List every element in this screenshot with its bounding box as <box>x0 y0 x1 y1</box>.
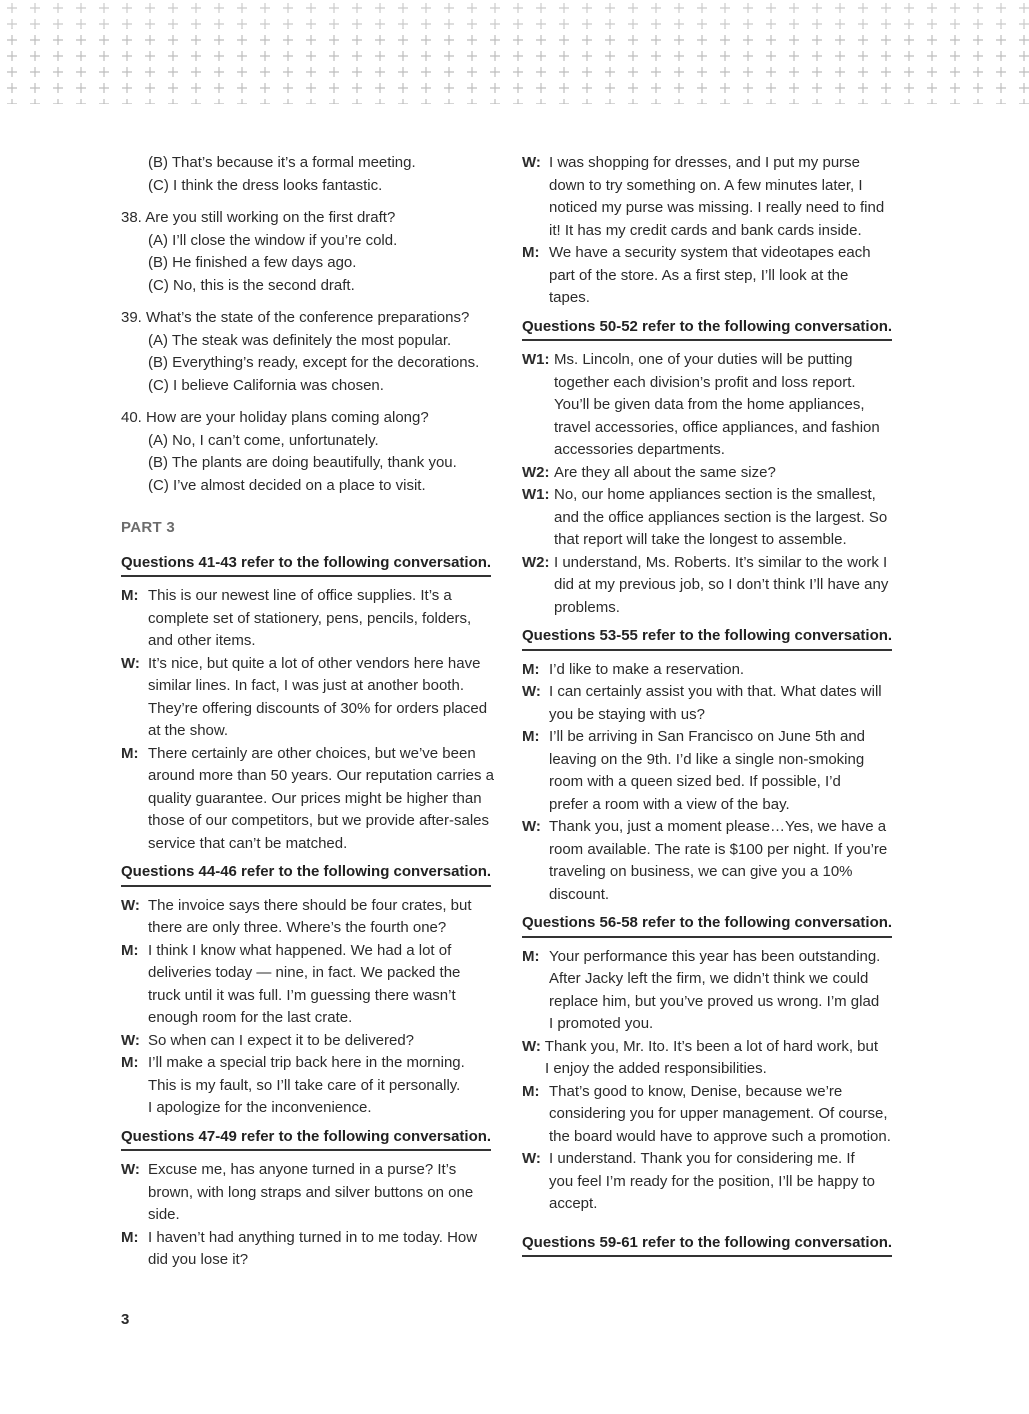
dialogue-line: truck until it was full. I’m guessing there wasn’t <box>148 986 456 1004</box>
dialogue-line: I was shopping for dresses, and I put my purse <box>549 154 860 171</box>
speaker-label: W1: <box>522 486 550 503</box>
dialogue-line: It’s nice, but quite a lot of other vendors here have <box>148 654 481 672</box>
dialogue-line: We have a security system that videotapes each <box>549 244 871 261</box>
speaker-label: W: <box>522 1150 541 1167</box>
dialogue-turn <box>522 484 902 552</box>
dialogue-line: No, our home appliances section is the smallest, <box>554 486 876 503</box>
speaker-label: M: <box>121 941 139 959</box>
speaker-label: M: <box>121 1228 139 1246</box>
question-38 <box>121 207 501 297</box>
dialogue-turn <box>522 552 902 620</box>
dialogue-line: prefer a room with a view of the bay. <box>549 795 790 813</box>
dialogue-line: similar lines. In fact, I was just at another booth. <box>148 677 464 694</box>
dialogue-line: Thank you, Mr. Ito. It’s been a lot of hard work, but <box>544 1037 879 1055</box>
dialogue-line: You’ll be given data from the home appliances, <box>554 396 865 413</box>
cross-pattern-graphic <box>0 0 1029 104</box>
question-number: 38. <box>121 209 142 226</box>
dialogue-line: together each division’s profit and loss report. <box>554 373 856 391</box>
option-line: (A) No, I can’t come, unfortunately. <box>148 431 379 449</box>
dialogue-line: That’s good to know, Denise, because we’re <box>549 1082 843 1100</box>
dialogue-turn <box>522 1081 902 1149</box>
section-heading: Questions 53-55 refer to the following conversation. <box>522 625 892 651</box>
dialogue-line: So when can I expect it to be delivered? <box>148 1031 415 1049</box>
dialogue-line: around more than 50 years. Our reputation carries a <box>148 767 495 784</box>
dialogue-line: Your performance this year has been outstanding. <box>549 947 881 965</box>
section-41-43 <box>121 546 501 856</box>
left-column <box>121 152 501 1272</box>
dialogue-line: room with a queen sized bed. If possible, I’d <box>549 773 841 790</box>
dialogue-turn <box>121 1159 501 1227</box>
speaker-label: M: <box>121 1054 139 1071</box>
dialogue-line: leaving on the 9th. I’d like a single non-smoking <box>549 750 865 768</box>
dialogue-turn <box>522 1036 902 1081</box>
dialogue-turn <box>121 1052 501 1120</box>
speaker-label: M: <box>121 587 139 604</box>
section-heading: Questions 50-52 refer to the following conversation. <box>522 316 892 342</box>
dialogue-line: enough room for the last crate. <box>148 1009 353 1026</box>
speaker-label: M: <box>522 1082 540 1100</box>
dialogue-line: They’re offering discounts of 30% for orders placed <box>148 699 488 717</box>
option-line: (A) The steak was definitely the most popular. <box>148 331 452 349</box>
speaker-label: W: <box>121 1031 140 1049</box>
dialogue-line: room available. The rate is $100 per night. If you’re <box>549 840 888 858</box>
dialogue-line: I apologize for the inconvenience. <box>148 1099 372 1116</box>
dialogue-line: and other items. <box>148 632 256 649</box>
speaker-label: M: <box>121 744 139 762</box>
dialogue-line: those of our competitors, but we provide after-sales <box>148 812 490 829</box>
dialogue-turn <box>121 653 501 743</box>
dialogue-line: I promoted you. <box>549 1015 654 1032</box>
dialogue-line: I’ll make a special trip back here in the morning. <box>148 1054 465 1071</box>
speaker-label: W: <box>522 1037 541 1055</box>
question-39 <box>121 307 501 397</box>
section-heading: Questions 56-58 refer to the following conversation. <box>522 912 892 938</box>
speaker-label: W1: <box>522 351 550 368</box>
speaker-label: W2: <box>522 463 550 481</box>
dialogue-turn <box>522 816 902 906</box>
part-heading: PART 3 <box>121 519 176 536</box>
dialogue-line: I enjoy the added responsibilities. <box>545 1060 767 1077</box>
dialogue-line: and the office appliances section is the largest. So <box>554 508 888 526</box>
decorative-cross-pattern <box>0 0 1029 104</box>
option-line: (B) He finished a few days ago. <box>148 254 357 271</box>
dialogue-turn <box>522 659 902 682</box>
speaker-label: W: <box>522 683 541 700</box>
option-line: (A) I’ll close the window if you’re cold. <box>148 231 398 249</box>
option-line: (B) That’s because it’s a formal meeting. <box>148 154 416 171</box>
dialogue-turn <box>121 895 501 940</box>
section-heading: Questions 44-46 refer to the following conversation. <box>121 861 491 887</box>
question-number: 40. <box>121 409 142 426</box>
option-line: (C) I’ve almost decided on a place to visit. <box>148 476 426 494</box>
dialogue-line: I’ll be arriving in San Francisco on June 5th and <box>549 728 866 745</box>
dialogue-line: did you lose it? <box>148 1251 249 1268</box>
question-40 <box>121 407 501 497</box>
dialogue-turn <box>522 946 902 1036</box>
dialogue-turn <box>522 726 902 816</box>
dialogue-line: problems. <box>554 598 620 616</box>
option-line: (B) The plants are doing beautifully, thank you. <box>148 454 457 471</box>
dialogue-line: Are they all about the same size? <box>554 463 776 481</box>
speaker-label: W2: <box>522 553 550 571</box>
dialogue-line: noticed my purse was missing. I really need to find <box>549 199 885 216</box>
dialogue-turn <box>522 681 902 726</box>
question-text: What’s the state of the conference preparations? <box>141 309 470 326</box>
dialogue-line: discount. <box>549 885 610 903</box>
dialogue-turn <box>121 940 501 1030</box>
dialogue-line: you feel I’m ready for the position, I’ll be happy to <box>549 1172 876 1190</box>
section-53-55 <box>522 619 902 906</box>
dialogue-line: considering you for upper management. Of course, <box>549 1105 888 1122</box>
dialogue-line: part of the store. As a first step, I’ll look at the <box>549 266 849 284</box>
dialogue-line: at the show. <box>148 722 229 739</box>
dialogue-line: service that can’t be matched. <box>148 834 348 852</box>
section-44-46 <box>121 855 501 1120</box>
section-56-58 <box>522 906 902 1216</box>
speaker-label: M: <box>522 660 540 678</box>
dialogue-line: that report will take the longest to assemble. <box>554 531 847 548</box>
dialogue-turn <box>522 1148 902 1216</box>
dialogue-line: I understand, Ms. Roberts. It’s similar to the work I <box>554 553 888 571</box>
section-heading: Questions 59-61 refer to the following conversation. <box>522 1232 892 1258</box>
speaker-label: M: <box>522 947 540 965</box>
dialogue-turn <box>121 743 501 856</box>
dialogue-turn <box>522 462 902 485</box>
dialogue-line: replace him, but you’ve proved us wrong. I’m glad <box>549 992 880 1010</box>
speaker-label: W: <box>121 896 140 914</box>
dialogue-line: The invoice says there should be four crates, but <box>148 896 472 914</box>
dialogue-line: I understand. Thank you for considering me. If <box>549 1150 855 1167</box>
dialogue-turn <box>121 1030 501 1053</box>
dialogue-line: Thank you, just a moment please…Yes, we have a <box>549 818 887 835</box>
dialogue-line: you be staying with us? <box>549 705 705 723</box>
dialogue-line: down to try something on. A few minutes later, I <box>549 176 863 194</box>
section-47-49 <box>121 1120 501 1272</box>
dialogue-line: complete set of stationery, pens, pencils, folders, <box>148 609 472 627</box>
dialogue-line: deliveries today — nine, in fact. We packed the <box>148 964 461 981</box>
speaker-label: W: <box>522 154 541 171</box>
section-50-52 <box>522 310 902 620</box>
dialogue-line: the board would have to approve such a promotion. <box>549 1127 891 1145</box>
dialogue-line: I think I know what happened. We had a lot of <box>148 941 452 959</box>
dialogue-line: I haven’t had anything turned in to me today. How <box>148 1228 478 1246</box>
dialogue-line: accessories departments. <box>554 441 725 458</box>
dialogue-line: side. <box>148 1206 180 1223</box>
dialogue-line: Ms. Lincoln, one of your duties will be putting <box>554 351 853 368</box>
option-line: (C) No, this is the second draft. <box>148 276 355 294</box>
question-number: 39. <box>121 309 142 326</box>
dialogue-line: After Jacky left the firm, we didn’t think we could <box>549 970 869 987</box>
dialogue-line: This is our newest line of office supplies. It’s a <box>148 587 452 604</box>
dialogue-turn <box>522 349 902 462</box>
question-text: Are you still working on the first draft? <box>141 209 396 226</box>
dialogue-line: accept. <box>549 1195 598 1212</box>
dialogue-line: There certainly are other choices, but we’ve been <box>148 744 476 762</box>
dialogue-turn <box>522 242 902 310</box>
speaker-label: M: <box>522 244 540 261</box>
dialogue-line: This is my fault, so I’ll take care of it personally. <box>148 1076 461 1094</box>
question-text: How are your holiday plans coming along? <box>141 409 429 426</box>
right-column <box>522 152 902 1265</box>
speaker-label: W: <box>121 1161 140 1178</box>
option-line: (C) I think the dress looks fantastic. <box>148 176 383 194</box>
dialogue-line: tapes. <box>549 289 590 306</box>
section-heading: Questions 47-49 refer to the following conversation. <box>121 1126 491 1152</box>
section-heading: Questions 41-43 refer to the following conversation. <box>121 552 491 578</box>
dialogue-line: traveling on business, we can give you a 10% <box>549 863 853 880</box>
dialogue-line: did at my previous job, so I don’t think I’ll have any <box>554 576 889 593</box>
option-line: (B) Everything’s ready, except for the decorations. <box>148 354 480 371</box>
dialogue-turn <box>121 585 501 653</box>
dialogue-line: Excuse me, has anyone turned in a purse? It’s <box>148 1161 457 1178</box>
speaker-label: M: <box>522 728 540 745</box>
dialogue-line: travel accessories, office appliances, and fashion <box>554 418 880 436</box>
dialogue-turn <box>522 152 902 242</box>
dialogue-line: it! It has my credit cards and bank cards inside. <box>549 221 862 239</box>
dialogue-line: brown, with long straps and silver buttons on one <box>148 1183 474 1201</box>
page-number: 3 <box>121 1311 130 1328</box>
dialogue-line: quality guarantee. Our prices might be higher than <box>148 789 482 807</box>
dialogue-line: I can certainly assist you with that. What dates will <box>549 683 882 700</box>
speaker-label: W: <box>121 654 140 672</box>
speaker-label: W: <box>522 818 541 835</box>
dialogue-line: I’d like to make a reservation. <box>549 660 745 678</box>
section-59-61 <box>522 1226 902 1266</box>
dialogue-turn <box>121 1227 501 1272</box>
option-line: (C) I believe California was chosen. <box>148 376 384 394</box>
dialogue-line: there are only three. Where’s the fourth one? <box>148 919 447 936</box>
